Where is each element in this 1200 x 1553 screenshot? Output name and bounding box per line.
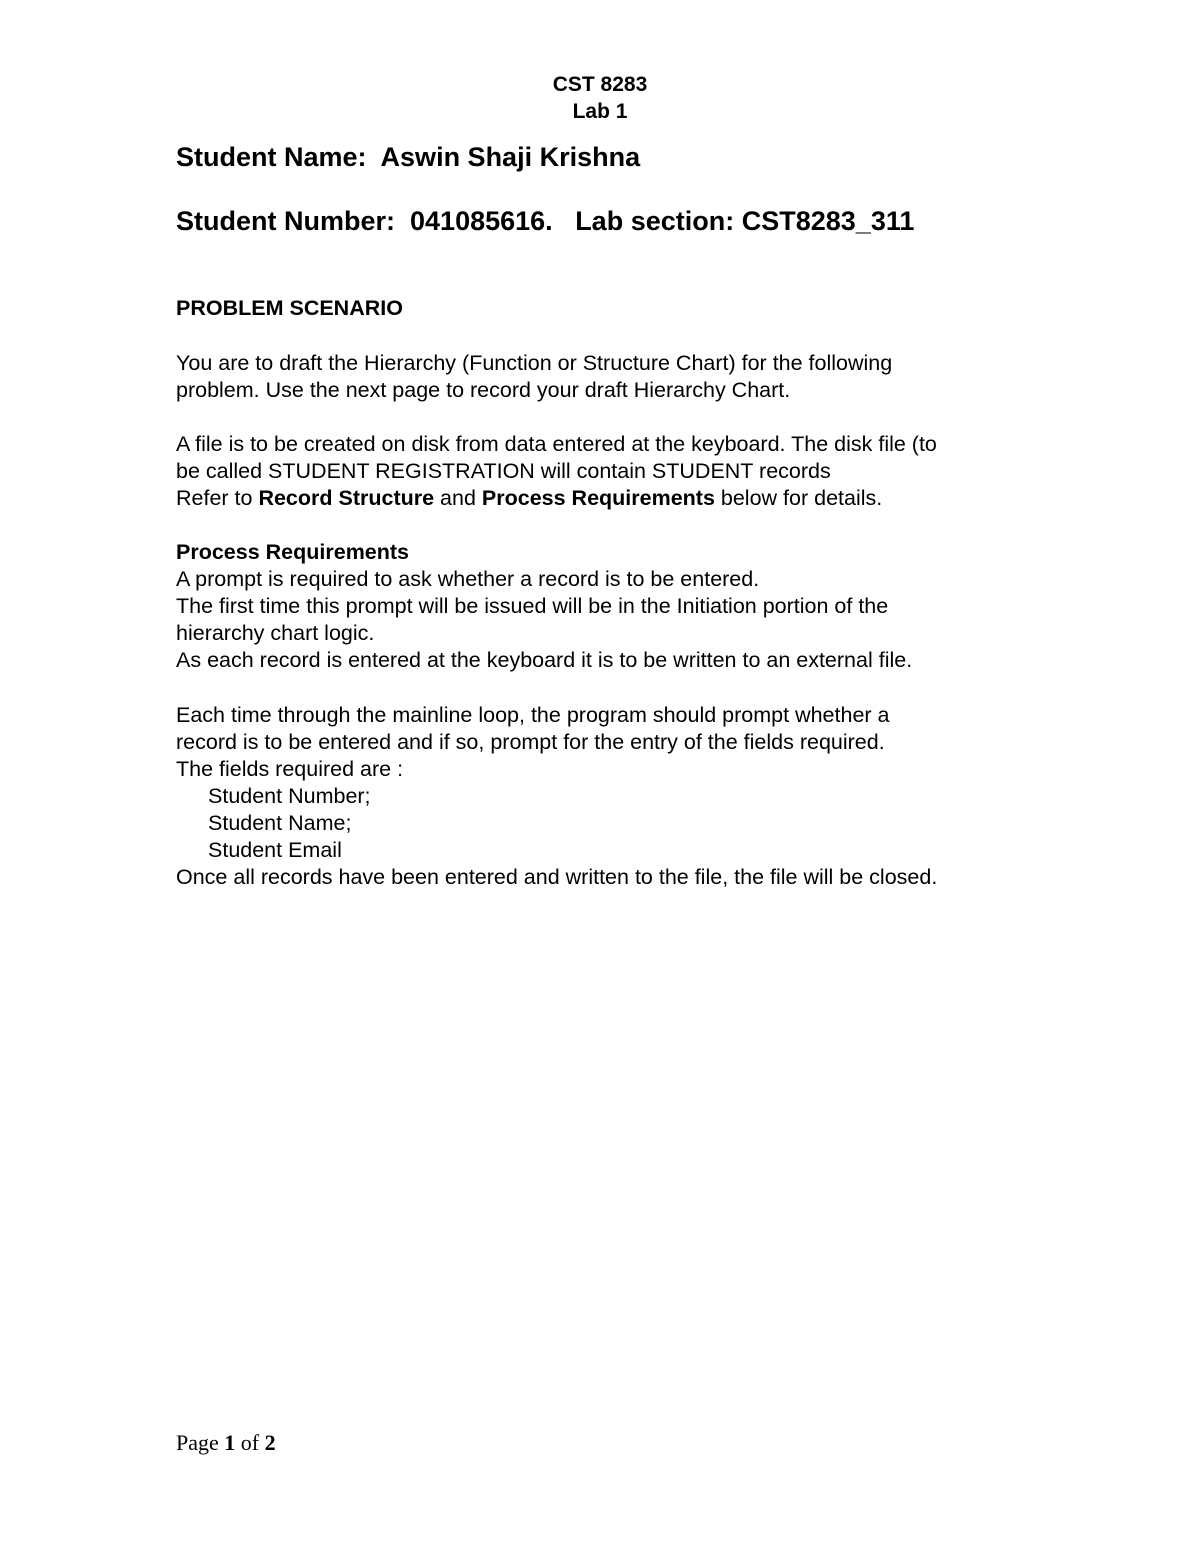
refer-suffix: below for details. — [714, 486, 883, 510]
loop-line-1: Each time through the mainline loop, the program should prompt whether a — [176, 703, 890, 727]
lab-section-value: CST8283_311 — [741, 206, 915, 236]
closing-line: Once all records have been entered and written to the file, the file will be closed. — [176, 865, 938, 889]
lab-section-label: Lab section: — [575, 206, 735, 236]
refer-mid: and — [434, 486, 482, 510]
page-word: Page — [176, 1430, 225, 1455]
problem-scenario-heading: PROBLEM SCENARIO — [176, 296, 403, 320]
intro-line-1: You are to draft the Hierarchy (Function or Structure Chart) for the following — [176, 351, 893, 375]
field-item: Student Email — [208, 838, 342, 862]
intro-paragraph — [176, 350, 1036, 404]
process-line-2: The first time this prompt will be issued will be in the Initiation portion of the — [176, 594, 889, 618]
student-name-label: Student Name: — [176, 142, 367, 172]
process-line-3: hierarchy chart logic. — [176, 621, 375, 645]
student-number-label: Student Number: — [176, 206, 395, 236]
record-structure-ref: Record Structure — [258, 486, 435, 510]
fields-intro: The fields required are : — [176, 757, 404, 781]
refer-prefix: Refer to — [176, 486, 259, 510]
intro-line-2: problem. Use the next page to record your draft Hierarchy Chart. — [176, 378, 791, 402]
file-line-2: be called STUDENT REGISTRATION will contain STUDENT records — [176, 459, 831, 483]
of-word: of — [235, 1430, 265, 1455]
process-requirements-section — [176, 539, 1036, 674]
course-code: CST 8283 — [552, 73, 648, 96]
refer-line — [176, 485, 1036, 512]
file-line-1: A file is to be created on disk from data entered at the keyboard. The disk file (to — [176, 432, 937, 456]
lab-title: Lab 1 — [572, 100, 628, 123]
page-number-footer — [176, 1429, 276, 1457]
process-requirements-heading: Process Requirements — [176, 540, 410, 564]
current-page-number: 1 — [224, 1430, 236, 1455]
process-line-1: A prompt is required to ask whether a record is to be entered. — [176, 567, 760, 591]
total-pages-number: 2 — [264, 1430, 276, 1455]
loop-line-2: record is to be entered and if so, prompt for the entry of the fields required. — [176, 730, 885, 754]
mainline-loop-paragraph — [176, 702, 1036, 891]
field-item: Student Number; — [208, 784, 371, 808]
student-name-line — [176, 140, 640, 174]
file-paragraph — [176, 431, 1036, 512]
student-name-value: Aswin Shaji Krishna — [380, 142, 641, 172]
student-number-line — [176, 204, 914, 238]
student-number-value: 041085616. — [410, 206, 553, 236]
field-item: Student Name; — [208, 811, 352, 835]
process-line-4: As each record is entered at the keyboard it is to be written to an external file. — [176, 648, 913, 672]
process-requirements-ref: Process Requirements — [481, 486, 715, 510]
